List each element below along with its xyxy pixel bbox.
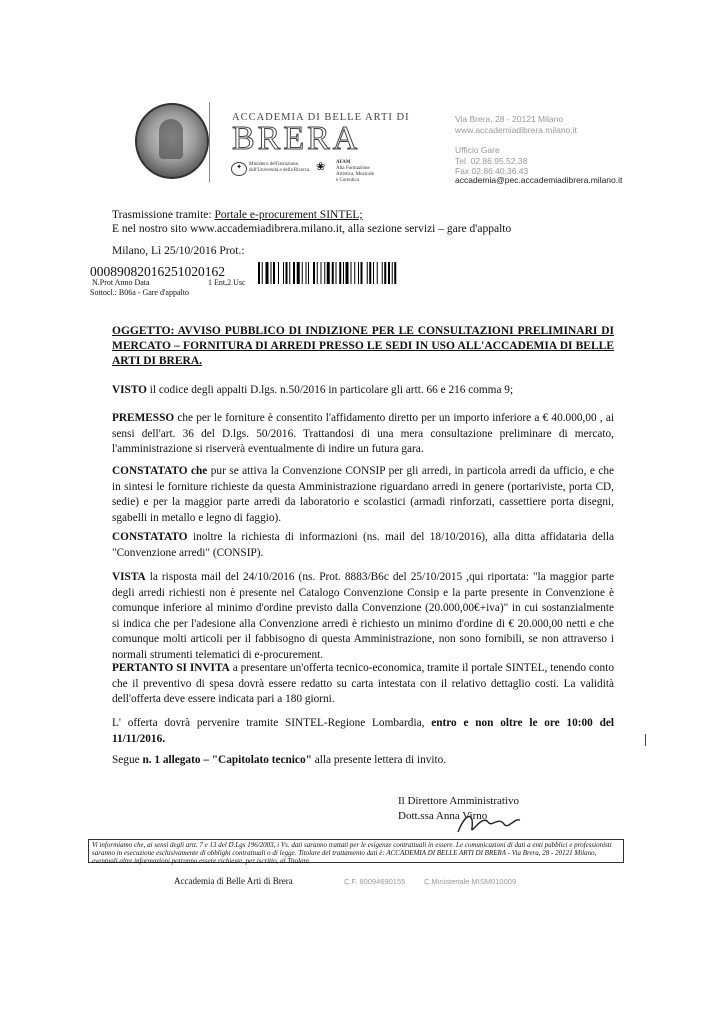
constatato2-text: inoltre la richiesta di informazioni (ns. mail del 18/10/2016), alla ditta affidataria della "Convenzione arredi" (CONSIP). <box>112 531 614 559</box>
barcode-bar <box>388 262 390 284</box>
pertanto-label: PERTANTO SI INVITA <box>112 662 230 674</box>
constatato2-label: CONSTATATO <box>112 531 188 543</box>
segue-pre: Segue <box>112 754 143 766</box>
barcode-bar <box>324 262 325 284</box>
vista-label: VISTA <box>112 571 146 583</box>
barcode-bar <box>392 262 393 284</box>
barcode-bar <box>313 262 315 284</box>
footer-mecc: C.Ministeriale MISM010009 <box>424 877 517 886</box>
academy-name: ACCADEMIA DI BELLE ARTI DI <box>232 112 410 123</box>
barcode-bar <box>339 262 341 284</box>
barcode-bar <box>278 262 279 284</box>
afam-title: AFAM <box>336 160 351 165</box>
offerta-text: L' offerta dovrà pervenire tramite SINTEL-Regione Lombardia, <box>112 717 432 729</box>
ministero-label: Ministero dell'istruzione, dell'Università e della Ricerca <box>249 162 310 173</box>
constatato1-text: pur se attiva la Convenzione CONSIP per gli arredi, in particola arredi da ufficio, e che in sintesi le forniture richieste da questa Amministrazione riguardano arredi in genere (portariviste, porta CD, sedie) e per la maggior parte arredi da laboratorio e scolastici (armadi rinforzati, cassettiere porta disegni, sgabelli in metallo e legno di faggio). <box>112 465 614 524</box>
premesso-text: che per le forniture è consentito l'affidamento diretto per un importo inferiore a € 40.000,00 , ai sensi dell'art. 36 del D.lgs. 50/2016. Trattandosi di una mera consultazione preliminare di mercato, l'amministrazione si riserverà eventualmente di indire un futura gara. <box>112 412 614 455</box>
barcode-bar <box>382 262 383 284</box>
tel-line: Tel. 02.86.95.52.38 <box>455 156 528 166</box>
barcode-bar <box>354 262 355 284</box>
barcode-bar <box>302 262 303 284</box>
barcode-bar <box>286 262 288 284</box>
visto-label: VISTO <box>112 384 147 396</box>
subject-heading: OGGETTO: AVVISO PUBBLICO DI INDIZIONE PER LE CONSULTAZIONI PRELIMINARI DI MERCATO – FORNITURA DI ARREDI PRESSO LE SEDI IN USO ALL'ACCADEMIA DI BELLE ARTI DI BRERA. <box>112 325 614 367</box>
afam-logo-icon: ❀ <box>316 161 326 173</box>
paragraph-visto <box>112 383 614 399</box>
paragraph-pertanto <box>112 661 614 708</box>
paragraph-segue <box>112 753 614 769</box>
pertanto-text: a presentare un'offerta tecnico-economica, tramite il portale SINTEL, tenendo conto che il preventivo di spesa dovrà essere redatto su carta intestata con il relativo dettaglio costi. La validità dell'offerta deve essere indicata pari a 180 giorni. <box>112 662 614 705</box>
barcode-bar <box>369 262 371 284</box>
barcode-bar <box>317 262 318 284</box>
vista-text: la risposta mail del 24/10/2016 (ns. Prot. 8883/B6c del 25/10/2015 ,qui riportata: "la maggior parte degli arredi richiesti non è presente nel Catalogo Convenzione Consip e la parte presente in Convenzione è comunque inferiore al minimo d'ordine previsto dalla Convenzione (20.000,00€+iva)" in cui sostanzialmente si indica che per l'adesione alla Convenzione arredi è richiesto un minimo d'ordine di € 20.000,00 netti e che comunque molti articoli per il fabbisogno di questa Amministrazione, non sono fornibili, se non attraverso i normali strumenti telematici di e-procurement. <box>112 571 614 661</box>
barcode-bar <box>336 262 337 284</box>
protocol-number: 00089082016251020162 <box>90 264 225 279</box>
premesso-label: PREMESSO <box>112 412 175 424</box>
barcode-bar <box>289 262 290 284</box>
barcode-bar <box>361 262 363 284</box>
paragraph-vista <box>112 570 614 663</box>
barcode-bar <box>262 262 263 284</box>
barcode-bar <box>343 262 344 284</box>
barcode-bar <box>367 262 368 284</box>
barcode-bar <box>271 262 272 284</box>
barcode-bar <box>377 262 378 284</box>
afam-label <box>336 160 376 184</box>
paragraph-constatato-2 <box>112 530 614 561</box>
barcode-bar <box>327 262 330 284</box>
transmission-prefix: Trasmissione tramite: <box>112 209 215 221</box>
protocol-sottocl: Sottocl.: B06a - Gare d'appalto <box>90 288 189 297</box>
signature-title: Il Direttore Amministrativo <box>398 795 519 807</box>
footer-cf: C.F. 80094690155 <box>344 877 406 886</box>
barcode-bar <box>297 262 300 284</box>
paragraph-constatato-1 <box>112 464 614 526</box>
barcode-bar <box>283 262 284 284</box>
letterhead-divider <box>209 102 210 182</box>
protocol-ent: 1 Ent,2 Usc <box>208 278 246 287</box>
fax-line: Fax 02.86.40.36.43 <box>455 166 529 176</box>
scan-mark <box>645 734 646 746</box>
constatato1-label: CONSTATATO che <box>112 465 208 477</box>
paragraph-premesso <box>112 411 614 458</box>
signature-name: Dott.ssa Anna Virno <box>398 810 488 822</box>
ministero-emblem-icon: ✦ <box>231 162 247 176</box>
barcode-bar <box>346 262 349 284</box>
website-line: www.accademiadibrera.milano.it <box>455 125 577 135</box>
office-label: Ufficio Gare <box>455 145 500 155</box>
barcode-bar <box>373 262 374 284</box>
barcode-bar <box>351 262 352 284</box>
barcode-bar <box>358 262 359 284</box>
website-note: E nel nostro sito www.accademiadibrera.milano.it, alla sezione servizi – gare d'appalto <box>112 223 512 235</box>
afam-subtitle: Alta Formazione Artistica, Musicale e Coreutica <box>336 166 375 183</box>
pec-line: accademia@pec.accademiadibrera.milano.it <box>455 175 623 185</box>
barcode-bar <box>293 262 295 284</box>
sintel-portal-link[interactable]: Portale e-procurement SINTEL; <box>214 209 363 221</box>
barcode-bar <box>266 262 269 284</box>
segue-attachment: n. 1 allegato – "Capitolato tecnico" <box>142 754 312 766</box>
barcode-bar <box>306 262 307 284</box>
segue-post: alla presente lettera di invito. <box>311 754 447 766</box>
barcode-bar <box>321 262 322 284</box>
barcode-bar <box>332 262 334 284</box>
privacy-notice: Vi informiamo che, ai sensi degli artt. 7 e 13 del D.Lgs 196/2003, i Vs. dati saranno trattati per le esigenze contrattuali in essere. Le comunicazioni di dati a enti pubblici e professionisti saranno in esecuzione esclusivamente di obblighi contrattuali o di legge. Titolare del trattamento dati è: ACCADEMIA DI BELLE ARTI DI BRERA - Via Brera, 28 - 20121 Milano, eventuali altre informazioni potranno essere richieste, per iscritto, al Titolare. <box>88 839 624 863</box>
handwritten-signature <box>454 808 524 838</box>
footer-name: Accademia di Belle Arti di Brera <box>174 876 293 886</box>
visto-text: il codice degli appalti D.lgs. n.50/2016 in particolare gli artt. 66 e 216 comma 9; <box>146 384 514 396</box>
protocol-barcode <box>258 262 446 284</box>
barcode-bar <box>258 262 260 284</box>
protocol-labels: N.Prot Anno Data <box>92 278 150 287</box>
barcode-bar <box>273 262 275 284</box>
paragraph-offerta <box>112 716 614 747</box>
barcode-bar <box>384 262 386 284</box>
brera-logo-text: BRERA <box>232 120 361 157</box>
address-line-1: Via Brera, 28 - 20121 Milano <box>455 114 564 124</box>
barcode-bar <box>394 262 396 284</box>
brera-seal-logo <box>135 103 209 179</box>
date-prot-line: Milano, Lì 25/10/2016 Prot.: <box>112 245 245 257</box>
barcode-bar <box>308 262 309 284</box>
offerta-deadline: entro e non oltre le ore 10:00 del 11/11/2016. <box>112 717 614 745</box>
